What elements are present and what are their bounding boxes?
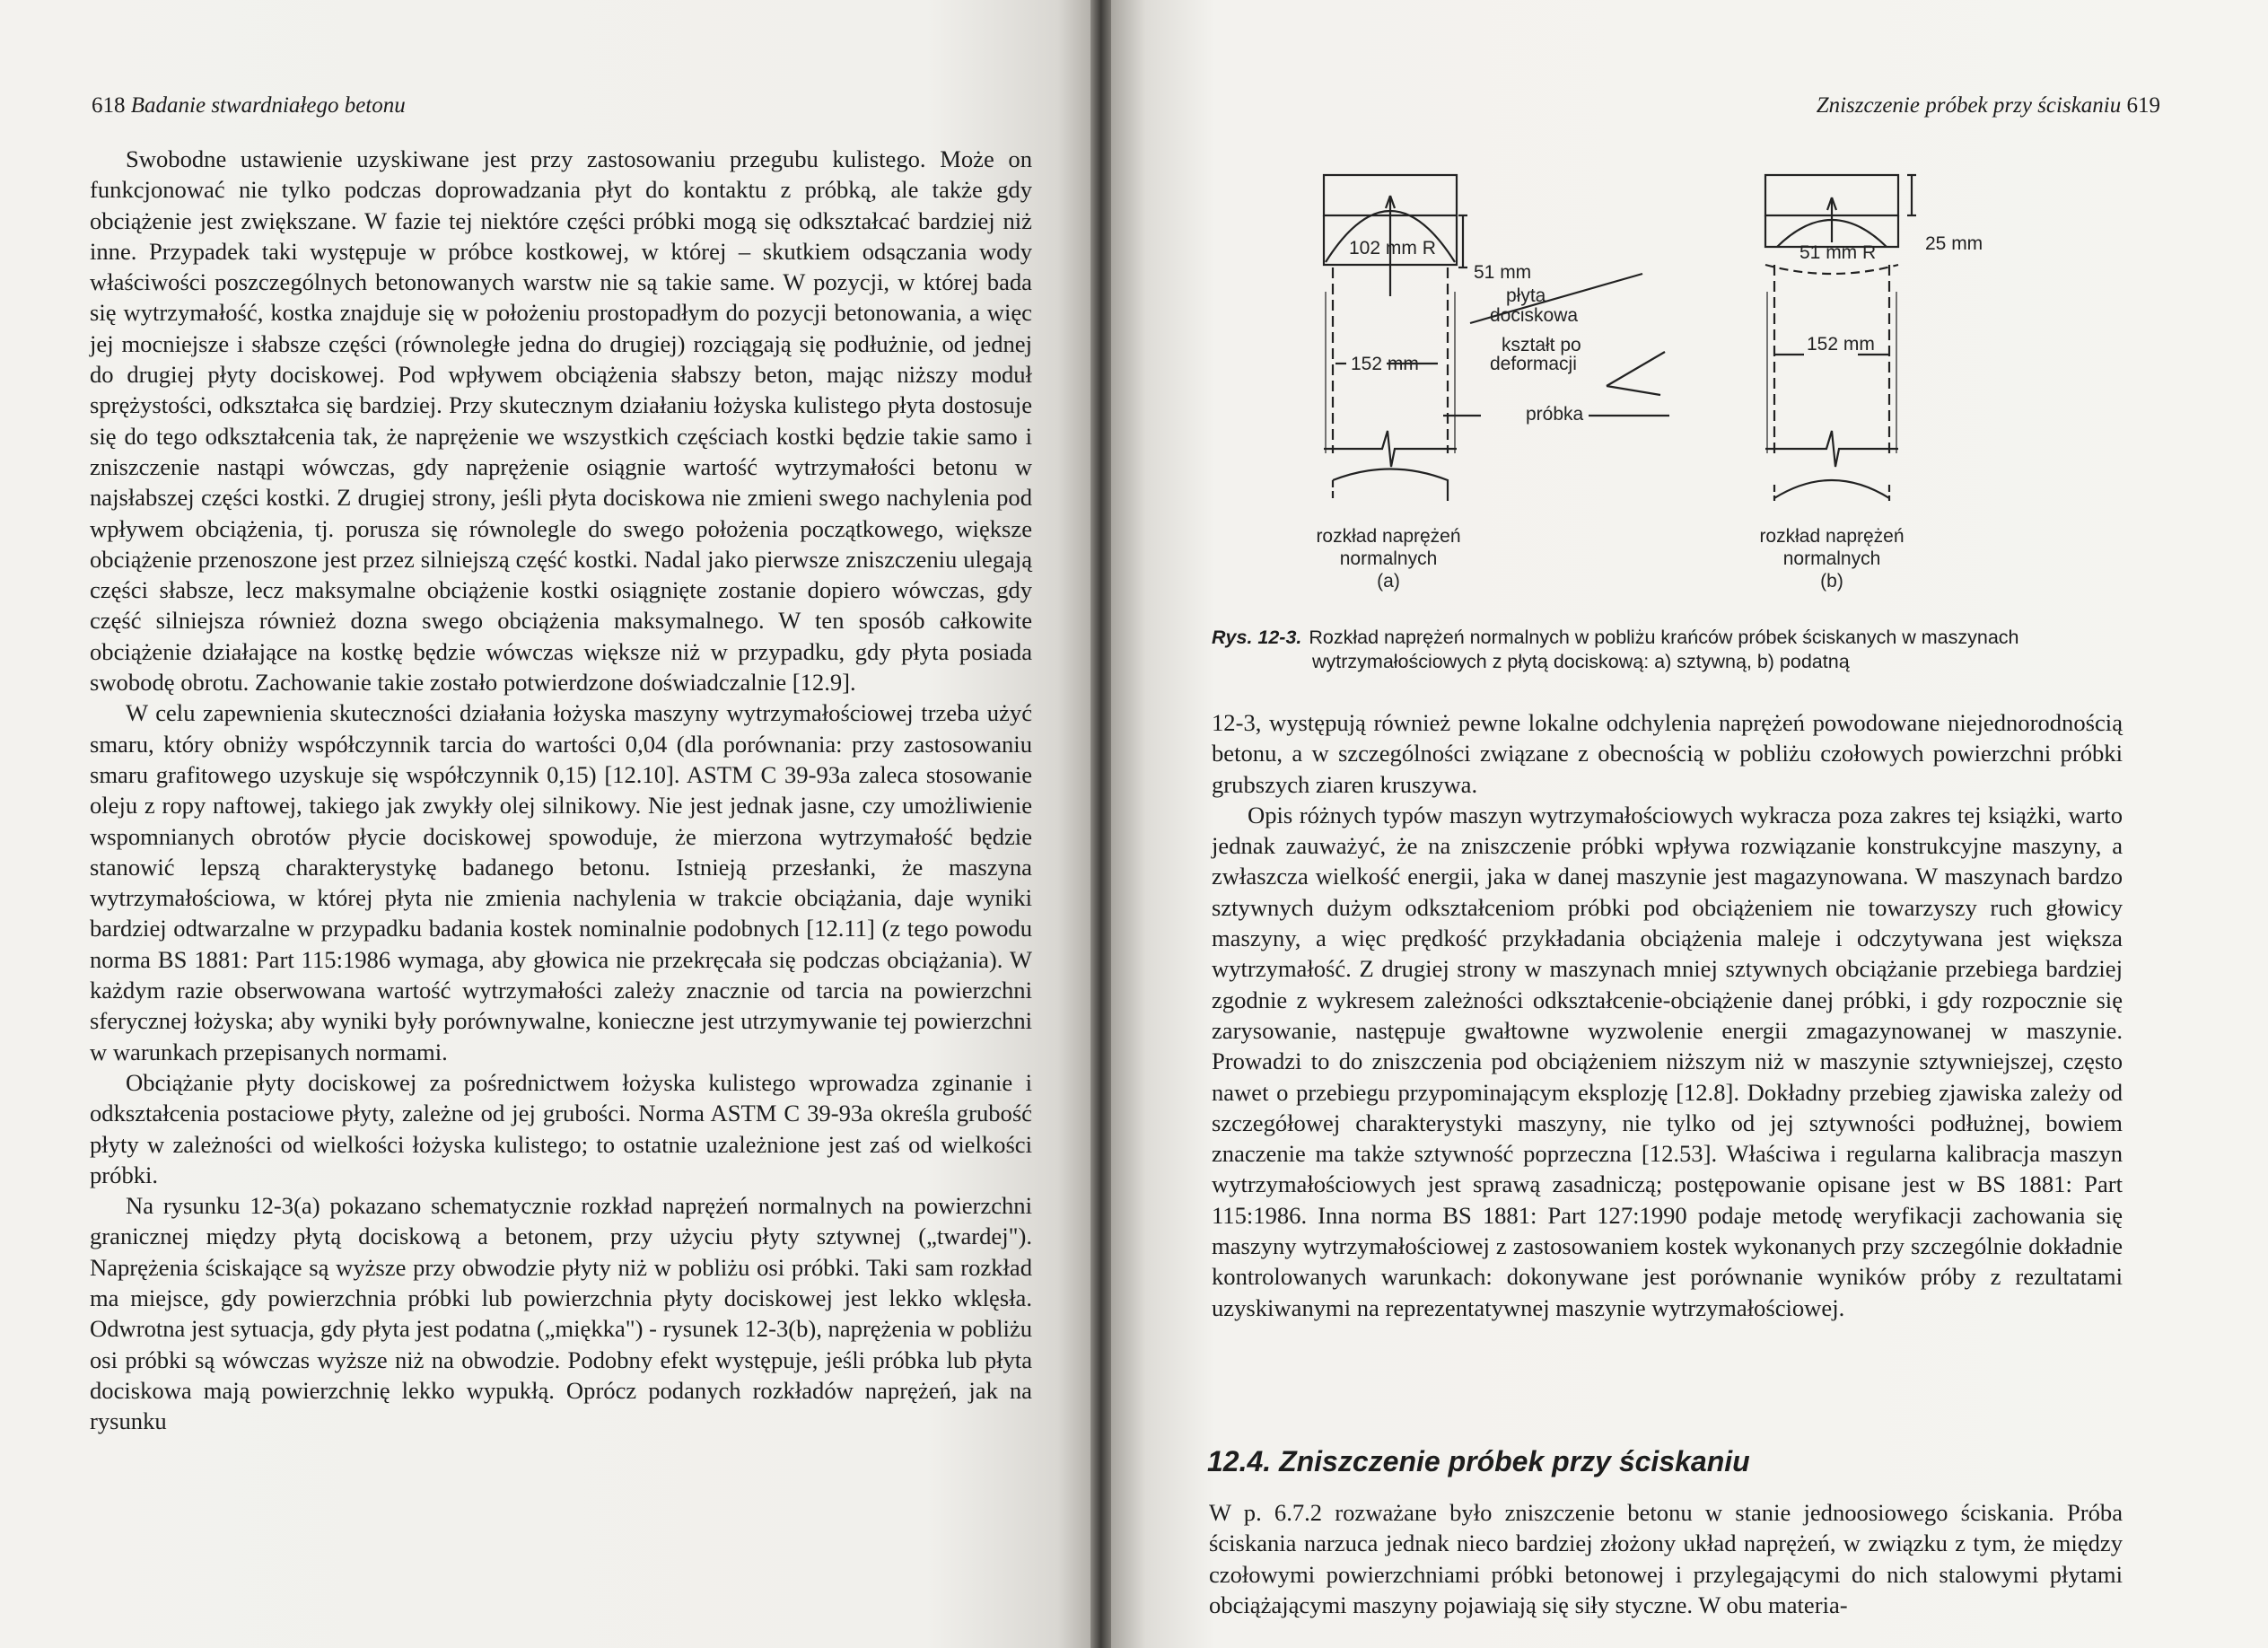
figure-12-3 bbox=[1212, 162, 2127, 628]
leader-shape-2 bbox=[1607, 386, 1660, 395]
caption-label: Rys. 12-3. bbox=[1212, 627, 1302, 648]
caption-line-2: wytrzymałościowych z płytą dociskową: a) sztywną, b) podatną bbox=[1312, 651, 1850, 672]
left-page-number: 618 bbox=[92, 93, 126, 118]
left-paragraph-2: W celu zapewnienia skuteczności działania łożyska maszyny wytrzymałościowej trzeba użyć smaru, który obniży współczynnik tarcia do wartości 0,04 (dla porównania: przy zastosowaniu smaru grafitowego uzyskuje się współczynnik 0,15) [12.10]. ASTM C 39-93a zaleca stosowanie oleju z ropy naftowej, takiego jak zwykły olej silnikowy. Nie jest jednak jasne, czy umożliwienie wspomnianych obrotów płycie dociskowej spowoduje, że mierzona wytrzymałość będzie stanowić lepszą charakterystykę badanego betonu. Istnieją przesłanki, że maszyna wytrzymałościowa, w której płyta nie zmienia nachylenia w trakcie obciążania, daje wyniki bardziej odtwarzalne w przypadku badania kostek nominalnie podobnych [12.11] (z tego powodu norma BS 1881: Part 115:1986 wymaga, aby głowica nie przekręcała się podczas obciążania). W każdym razie obserwowana wartość wytrzymałości zależy znacznie od tarcia na powierzchni sferycznej łożyska; aby wyniki były porównywalne, konieczne jest utrzymywanie tej powierzchni w warunkach przepisanych normami. bbox=[90, 699, 1032, 1065]
label-height-b: 25 mm bbox=[1925, 233, 1983, 254]
right-running-header bbox=[1817, 93, 2160, 118]
label-radius-a: 102 mm R bbox=[1349, 238, 1436, 259]
deformed-b-line bbox=[1765, 265, 1898, 274]
section-body-text bbox=[1209, 1497, 2123, 1620]
section-paragraph: W p. 6.7.2 rozważane było zniszczenie betonu w stanie jednoosiowego ściskania. Próba ściskania narzuca jednak nieco bardziej złożony układ naprężeń, w związku z tym, że między czołowymi powierzchniami próbki betonowej i przylegającymi do nich stalowymi płytami obciążającymi maszyny pojawiają się siły styczne. W obu materia- bbox=[1209, 1499, 2123, 1618]
stress-a-curve bbox=[1333, 469, 1448, 502]
left-paragraph-3: Obciążanie płyty dociskowej za pośrednictwem łożyska kulistego wprowadza zginanie i odkształcenia postaciowe płyty, zależne od jej grubości. Norma ASTM C 39-93a określa grubość płyty w zależności od wielkości łożyska kulistego; to ostatnie uzależnione jest zaś od wielkości próbki. bbox=[90, 1068, 1032, 1188]
label-deformed-1: kształt po bbox=[1502, 335, 1581, 355]
label-deformed-2: deformacji bbox=[1490, 354, 1577, 374]
figure-subcaption-a: rozkład naprężeń normalnych (a) bbox=[1316, 526, 1461, 592]
label-specimen: próbka bbox=[1526, 404, 1584, 425]
figure-caption bbox=[1212, 626, 2127, 674]
right-page-number: 619 bbox=[2126, 93, 2160, 118]
left-header-title: Badanie stwardniałego betonu bbox=[130, 93, 406, 118]
right-body-text bbox=[1212, 707, 2123, 1323]
stress-b-curve bbox=[1774, 480, 1889, 498]
left-running-header bbox=[92, 93, 406, 118]
right-paragraph-1: 12-3, występują również pewne lokalne odchylenia naprężeń powodowane niejednorodnością betonu, a w szczególności związane z obecnością w pobliżu czołowych powierzchni próbki grubszych ziaren kruszywa. bbox=[1212, 709, 2123, 798]
left-page bbox=[0, 0, 1090, 1648]
break-a bbox=[1324, 431, 1457, 467]
label-width-a: 152 mm bbox=[1351, 354, 1419, 374]
label-plate-2: dociskowa bbox=[1490, 305, 1579, 326]
right-header-title: Zniszczenie próbek przy ściskaniu bbox=[1816, 93, 2122, 118]
label-width-b: 152 mm bbox=[1807, 334, 1875, 355]
section-heading: 12.4. Zniszczenie próbek przy ściskaniu bbox=[1207, 1445, 1750, 1477]
figure-subcaption-b: rozkład naprężeń normalnych (b) bbox=[1759, 526, 1905, 592]
label-thickness: 51 mm bbox=[1474, 262, 1532, 283]
left-paragraph-1: Swobodne ustawienie uzyskiwane jest przy zastosowaniu przegubu kulistego. Może on funkcjonować nie tylko podczas doprowadzania płyt do kontaktu z próbką, ale także gdy obciążenie jest zwiększane. W fazie tej niektóre części próbki mogą się odkształcać bardziej niż inne. Przypadek taki występuje w próbce kostkowej, w której – skutkiem odsączania wody właściwości poszczególnych betonowanych warstw nie są takie same. W pozycji, w której bada się wytrzymałość, kostka znajduje się w położeniu prostopadłym do pozycji betonowania, a więc jej mocniejsze i słabsze części (równoległe jedna do drugiej) rozciągają się podłużnie, od jednej do drugiej płyty dociskowej. Pod wpływem obciążenia słabszy beton, mając niższy moduł sprężystości, odkształca się bardziej. Przy skutecznym działaniu łożyska kulistego płyta dostosuje się do tego odkształcenia tak, że naprężenie we wszystkich częściach kostki będzie takie samo i zniszczenie nastąpi wówczas, gdy naprężenie osiągnie wartość wytrzymałości betonu w najsłabszej części kostki. Z drugiej strony, jeśli płyta dociskowa nie zmieni swego nachylenia pod wpływem obciążenia, tj. porusza się równolegle do swego położenia początkowego, większe obciążenie przenoszone jest przez silniejszą część kostki. Nadal jako pierwsze zniszczeniu ulegają części słabsze, lecz maksymalne obciążenie kostki osiągnięte zostanie dopiero wówczas, gdy część silniejsza również dozna swego obciążenia maksymalnego. W ten sposób całkowite obciążenie działające na kostkę będzie wówczas większe niż w przypadku, gdy płyta posiada swobodę obrotu. Zachowanie takie zostało potwierdzone doświadczalnie [12.9]. bbox=[90, 145, 1032, 697]
book-gutter bbox=[1090, 0, 1111, 1648]
leader-shape-1 bbox=[1607, 352, 1665, 386]
left-body-text bbox=[90, 144, 1032, 1436]
label-plate-1: płyta bbox=[1506, 285, 1546, 306]
right-paragraph-2: Opis różnych typów maszyn wytrzymałościowych wykracza poza zakres tej książki, warto jednak zauważyć, że na zniszczenie próbki wpływa rozwiązanie konstrukcyjne maszyny, a zwłaszcza wielkość energii, jaka w danej maszynie jest magazynowana. W maszynach bardzo sztywnych dużym odkształceniom próbki pod obciążeniem nie towarzyszy ruch głowicy maszyny, a więc prędkość przykładania obciążenia maleje i odczytywana jest większa wytrzymałość. Z drugiej strony w maszynach mniej sztywnych obciążanie przebiega bardziej zgodnie z wykresem zależności odkształcenie-obciążenie danej próbki, i gdy rozpocznie się zarysowanie, następuje gwałtowne wyzwolenie energii zmagazynowanej w maszynie. Prowadzi to do zniszczenia pod obciążeniem niższym niż w maszynie sztywniejszej, często nawet o przebiegu przypominającym eksplozję [12.8]. Dokładny przebieg zjawiska zależy od szczegółowej charakterystyki maszyny, nie tylko od jej sztywności podłużnej, bowiem znaczenie ma także sztywność poprzeczna [12.53]. Właściwa i regularna kalibracja maszyn wytrzymałościowych jest sprawą zasadniczą; postępowanie opisane jest w BS 1881: Part 115:1986. Inna norma BS 1881: Part 127:1990 podaje metodę weryfikacji zachowania się maszyny wytrzymałościowej z zastosowaniem kostek wykonanych przy szczególnie dokładnie kontrolowanych warunkach: dokonywane jest porównanie wyników próby z rezultatami uzyskiwanymi na reprezentatywnej maszynie wytrzymałościowej. bbox=[1212, 801, 2123, 1321]
left-paragraph-4: Na rysunku 12-3(a) pokazano schematycznie rozkład naprężeń normalnych na powierzchni granicznej między płytą dociskową a betonem, przy użyciu płyty sztywnej („twardej"). Naprężenia ściskające są wyższe przy obwodzie płyty niż w pobliżu osi próbki. Taki sam rozkład ma miejsce, gdy powierzchnia próbki lub powierzchnia płyty dociskowej jest lekko wklęsła. Odwrotna jest sytuacja, gdy płyta jest podatna („miękka") - rysunek 12-3(b), naprężenia w pobliżu osi próbki są wówczas wyższe niż na obwodzie. Podobny efekt występuje, jeśli próbka lub płyta dociskowa mają powierzchnię lekko wypukłą. Oprócz podanych rozkładów naprężeń, jak na rysunku bbox=[90, 1192, 1032, 1435]
caption-line-1: Rozkład naprężeń normalnych w pobliżu krańców próbek ściskanych w maszynach bbox=[1309, 627, 2019, 648]
label-radius-b: 51 mm R bbox=[1800, 242, 1877, 263]
break-b bbox=[1765, 431, 1898, 467]
